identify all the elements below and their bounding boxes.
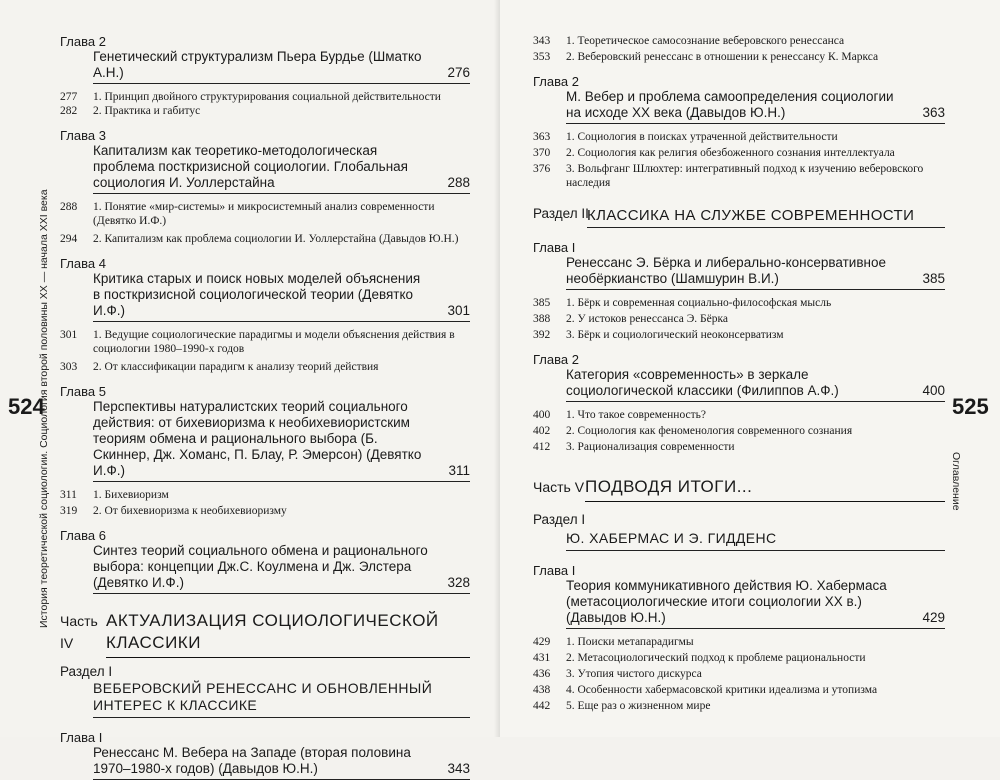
chapter-title-row: [93, 399, 470, 482]
toc-sub-item: [60, 104, 470, 118]
part-title: АКТУАЛИЗАЦИЯ СОЦИОЛОГИЧЕСКОЙ КЛАССИКИ: [106, 610, 470, 658]
chapter-label: Глава 2: [533, 74, 579, 89]
sub-title: 1. Ведущие социологические парадигмы и модели объяснения действия в социологии 1980–1990-х годов: [93, 329, 455, 355]
sub-list: [533, 296, 945, 342]
sub-page: 438: [533, 684, 551, 696]
chapter-title-row: [93, 745, 470, 780]
chapter-title-row: [566, 89, 945, 124]
sub-title: 2. Капитализм как проблема социологии И. Уоллерстайна (Давыдов Ю.Н.): [93, 233, 459, 245]
chapter-label: Глава 2: [533, 352, 579, 367]
chapter-page: 276: [447, 65, 470, 80]
toc-sub-item: [533, 635, 945, 649]
chapter-title: Капитализм как теоретико-методологическая проблема посткризисной социологии. Глобальная социология И. Уоллерстайна: [93, 143, 408, 190]
section-title: Ю. ХАБЕРМАС И Э. ГИДДЕНС: [566, 530, 945, 551]
sub-list: [533, 408, 945, 454]
toc-chapter: [60, 34, 470, 118]
toc-part: [533, 476, 945, 502]
sub-title: 1. Что такое современность?: [566, 409, 706, 421]
sub-list: [60, 328, 470, 374]
sub-page: 363: [533, 131, 551, 143]
chapter-label: Глава I: [60, 730, 103, 745]
toc-sub-item: [60, 200, 470, 228]
toc-part: [60, 610, 470, 658]
chapter-title-row: [566, 255, 945, 290]
toc-column-right: [533, 34, 945, 713]
chapter-title-row: [93, 143, 470, 194]
chapter-title-row: [93, 543, 470, 594]
toc-chapter: [60, 128, 470, 246]
sub-page: 412: [533, 441, 551, 453]
toc-section: [533, 206, 945, 228]
sub-page: 277: [60, 91, 78, 103]
chapter-title: Синтез теорий социального обмена и рационального выбора: концепции Дж.С. Коулмена и Дж. Элстера (Девятко И.Ф.): [93, 543, 428, 590]
sub-page: 392: [533, 329, 551, 341]
chapter-title: Критика старых и поиск новых моделей объяснения в посткризисной социологической теории (Девятко И.Ф.): [93, 271, 421, 318]
sub-title: 3. Утопия чистого дискурса: [566, 668, 702, 680]
toc-section: [533, 512, 945, 551]
sub-page: 343: [533, 35, 551, 47]
chapter-page: 429: [922, 610, 945, 625]
chapter-title: Ренессанс Э. Бёрка и либерально-консервативное необёркианство (Шамшурин В.И.): [566, 255, 886, 286]
chapter-page: 385: [922, 271, 945, 286]
chapter-page: 400: [922, 383, 945, 398]
sub-list: [60, 90, 470, 118]
sub-page: 385: [533, 297, 551, 309]
sub-title: 1. Поиски метапарадигмы: [566, 636, 694, 648]
sub-title: 4. Особенности хабермасовской критики идеализма и утопизма: [566, 684, 878, 696]
toc-sub-item: [60, 504, 470, 518]
sub-page: 311: [60, 489, 77, 501]
toc-sub-item: [533, 699, 945, 713]
sub-page: 429: [533, 636, 551, 648]
sub-page: 402: [533, 425, 551, 437]
chapter-title: М. Вебер и проблема самоопределения социологии на исходе XX века (Давыдов Ю.Н.): [566, 89, 894, 120]
sub-title: 1. Социология в поисках утраченной действительности: [566, 131, 838, 143]
toc-chapter: [60, 384, 470, 518]
toc-chapter: [60, 256, 470, 374]
chapter-label: Глава 2: [60, 34, 106, 49]
toc-sub-item: [533, 424, 945, 438]
sub-page: 436: [533, 668, 551, 680]
sub-title: 1. Бёрк и современная социально-философская мысль: [566, 297, 832, 309]
toc-sub-item: [533, 683, 945, 697]
sub-title: 2. Практика и габитус: [93, 105, 201, 117]
sub-list: [60, 200, 470, 246]
chapter-title-row: [93, 49, 470, 84]
toc-sub-item: [533, 296, 945, 310]
sub-list: [533, 635, 945, 713]
sub-title: 3. Рационализация современности: [566, 441, 735, 453]
sub-list: [60, 488, 470, 518]
part-label: Часть V: [533, 479, 585, 495]
toc-sub-item: [533, 667, 945, 681]
section-label: Раздел I: [60, 664, 113, 679]
sub-page: 431: [533, 652, 551, 664]
chapter-title-row: [566, 578, 945, 629]
toc-sub-item: [533, 146, 945, 160]
sub-page: 319: [60, 505, 78, 517]
sub-title: 2. Метасоциологический подход к проблеме рациональности: [566, 652, 866, 664]
running-head-right: Оглавление: [950, 452, 962, 511]
toc-section: [60, 664, 470, 718]
part-title: ПОДВОДЯ ИТОГИ...: [585, 476, 945, 502]
part-label: Часть IV: [60, 613, 98, 651]
right-page: [500, 0, 1000, 737]
toc-column-left: [60, 34, 470, 780]
chapter-title: Теория коммуникативного действия Ю. Хабермаса (метасоциологические итоги социологии XX в.) (Давыдов Ю.Н.): [566, 578, 887, 625]
sub-page: 376: [533, 163, 551, 175]
toc-chapter: [60, 730, 470, 780]
chapter-label: Глава 4: [60, 256, 106, 271]
sub-title: 1. Бихевиоризм: [93, 489, 169, 501]
sub-page: 400: [533, 409, 551, 421]
toc-chapter: [60, 528, 470, 594]
chapter-label: Глава 3: [60, 128, 106, 143]
chapter-page: 301: [447, 303, 470, 318]
sub-title: 2. Веберовский ренессанс в отношении к ренессансу К. Маркса: [566, 51, 879, 63]
sub-page: 370: [533, 147, 551, 159]
toc-sub-item: [60, 328, 470, 356]
toc-sub-item: [533, 34, 945, 48]
sub-page: 301: [60, 329, 78, 341]
chapter-title: Ренессанс М. Вебера на Западе (вторая половина 1970–1980-х годов) (Давыдов Ю.Н.): [93, 745, 411, 776]
sub-title: 2. У истоков ренессанса Э. Бёрка: [566, 313, 729, 325]
chapter-label: Глава 6: [60, 528, 106, 543]
sub-title: 3. Бёрк и социологический неоконсерватизм: [566, 329, 784, 341]
sub-title: 2. Социология как религия обезбоженного сознания интеллектуала: [566, 147, 895, 159]
section-title: ВЕБЕРОВСКИЙ РЕНЕССАНС И ОБНОВЛЕННЫЙ ИНТЕРЕС К КЛАССИКЕ: [93, 680, 470, 718]
toc-sub-item: [60, 488, 470, 502]
toc-sub-item: [533, 328, 945, 342]
sub-page: 303: [60, 361, 78, 373]
toc-sub-item: [60, 232, 470, 246]
sub-title: 1. Понятие «мир-системы» и микросистемный анализ современности (Девятко И.Ф.): [93, 201, 435, 227]
toc-sub-item: [533, 408, 945, 422]
toc-sub-item: [533, 651, 945, 665]
toc-chapter: [533, 74, 945, 190]
sub-title: 3. Вольфганг Шлюхтер: интегративный подход к изучению веберовского наследия: [566, 163, 924, 189]
chapter-label: Глава I: [533, 563, 576, 578]
sub-title: 1. Теоретическое самосознание веберовского ренессанса: [566, 35, 845, 47]
sub-list: [533, 130, 945, 190]
toc-chapter: [533, 352, 945, 454]
sub-title: 1. Принцип двойного структурирования социальной действительности: [93, 91, 441, 103]
sub-page: 388: [533, 313, 551, 325]
section-label: Раздел I: [533, 512, 586, 527]
sub-title: 2. От бихевиоризма к необихевиоризму: [93, 505, 287, 517]
sub-page: 294: [60, 233, 78, 245]
sub-title: 5. Еще раз о жизненном мире: [566, 700, 711, 712]
sub-page: 282: [60, 105, 78, 117]
chapter-title: Категория «современность» в зеркале социологической классики (Филиппов А.Ф.): [566, 367, 839, 398]
chapter-page: 288: [447, 175, 470, 190]
left-page: [0, 0, 500, 776]
chapter-page: 363: [922, 105, 945, 120]
sub-page: 442: [533, 700, 551, 712]
toc-chapter: [533, 240, 945, 342]
page-number-left: 524: [8, 394, 45, 419]
toc-sub-item: [533, 440, 945, 454]
section-label: Раздел II: [533, 206, 589, 221]
toc-sub-item: [533, 50, 945, 64]
chapter-label: Глава 5: [60, 384, 106, 399]
chapter-title-row: [566, 367, 945, 402]
chapter-title: Перспективы натуралистских теорий социального действия: от бихевиоризма к необихевиористским теориям обмена и рационального выбора (Б. Скиннер, Дж. Хоманс, П. Блау, Р. Эмерсон) (Девятко И.Ф.): [93, 399, 422, 478]
sub-title: 2. От классификации парадигм к анализу теорий действия: [93, 361, 379, 373]
chapter-title-row: [93, 271, 470, 322]
chapter-page: 328: [447, 575, 470, 590]
toc-sub-item: [60, 90, 470, 104]
sub-list: [533, 34, 945, 64]
page-number-right: 525: [952, 394, 989, 419]
toc-sub-item: [533, 312, 945, 326]
chapter-label: Глава I: [533, 240, 576, 255]
toc-chapter: [533, 563, 945, 713]
sub-page: 288: [60, 201, 78, 213]
running-head-left: История теоретической социологии. Социология второй половины XX — начала XXI века: [38, 189, 50, 628]
toc-sub-item: [533, 162, 945, 190]
toc-sub-item: [60, 360, 470, 374]
sub-title: 2. Социология как феноменология современного сознания: [566, 425, 853, 437]
chapter-page: 311: [448, 463, 470, 478]
section-title: КЛАССИКА НА СЛУЖБЕ СОВРЕМЕННОСТИ: [587, 207, 945, 228]
toc-sub-item: [533, 130, 945, 144]
chapter-title: Генетический структурализм Пьера Бурдье (Шматко А.Н.): [93, 49, 422, 80]
chapter-page: 343: [447, 761, 470, 776]
sub-page: 353: [533, 51, 551, 63]
